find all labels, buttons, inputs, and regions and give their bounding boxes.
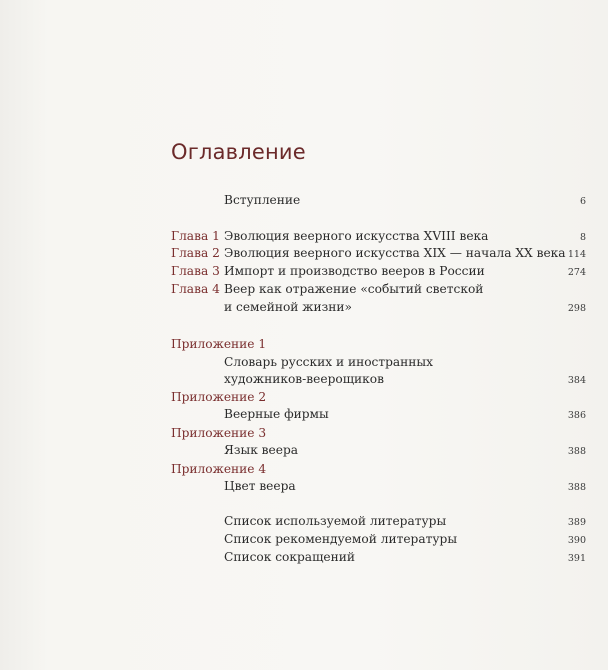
entry-page-number: 6 xyxy=(579,196,586,207)
entry-text-continued: и семейной жизни» xyxy=(224,300,352,314)
entry-text: Вступление xyxy=(224,193,301,207)
entry-page-number: 391 xyxy=(567,553,586,564)
entry-page-number: 386 xyxy=(567,410,586,421)
entry-text: Словарь русских и иностранных xyxy=(224,355,433,369)
entry-text: Веерные фирмы xyxy=(224,407,329,421)
entry-label: Глава 2 xyxy=(171,246,220,260)
entry-page-number: 114 xyxy=(567,249,586,260)
entry-page-number: 388 xyxy=(567,446,586,457)
entry-text: Эволюция веерного искусства XVIII века xyxy=(224,229,489,243)
entry-page-number: 274 xyxy=(567,267,586,278)
entry-page-number: 390 xyxy=(567,535,586,546)
entry-page-number: 388 xyxy=(567,482,586,493)
entry-text: Эволюция веерного искусства XIX — начала XX века xyxy=(224,246,566,260)
entry-label: Приложение 2 xyxy=(171,390,267,404)
entry-page-number: 389 xyxy=(567,517,586,528)
entry-text: Список рекомендуемой литературы xyxy=(224,532,458,546)
entry-label: Глава 4 xyxy=(171,282,220,296)
entry-page-number: 384 xyxy=(567,375,586,386)
entry-page-number: 298 xyxy=(567,303,586,314)
entry-label: Приложение 3 xyxy=(171,426,267,440)
entry-text: Список используемой литературы xyxy=(224,514,447,528)
entry-text-continued: художников-веерощиков xyxy=(224,372,384,386)
entry-label: Приложение 1 xyxy=(171,337,267,351)
entry-text: Импорт и производство вееров в России xyxy=(224,264,485,278)
entry-label: Глава 3 xyxy=(171,264,220,278)
entry-page-number: 8 xyxy=(579,232,586,243)
entry-text: Цвет веера xyxy=(224,479,296,493)
entry-label: Глава 1 xyxy=(171,229,220,243)
page-title: Оглавление xyxy=(171,140,306,164)
entry-text: Список сокращений xyxy=(224,550,355,564)
entry-label: Приложение 4 xyxy=(171,462,267,476)
entry-text: Веер как отражение «событий светской xyxy=(224,282,484,296)
entry-text: Язык веера xyxy=(224,443,299,457)
